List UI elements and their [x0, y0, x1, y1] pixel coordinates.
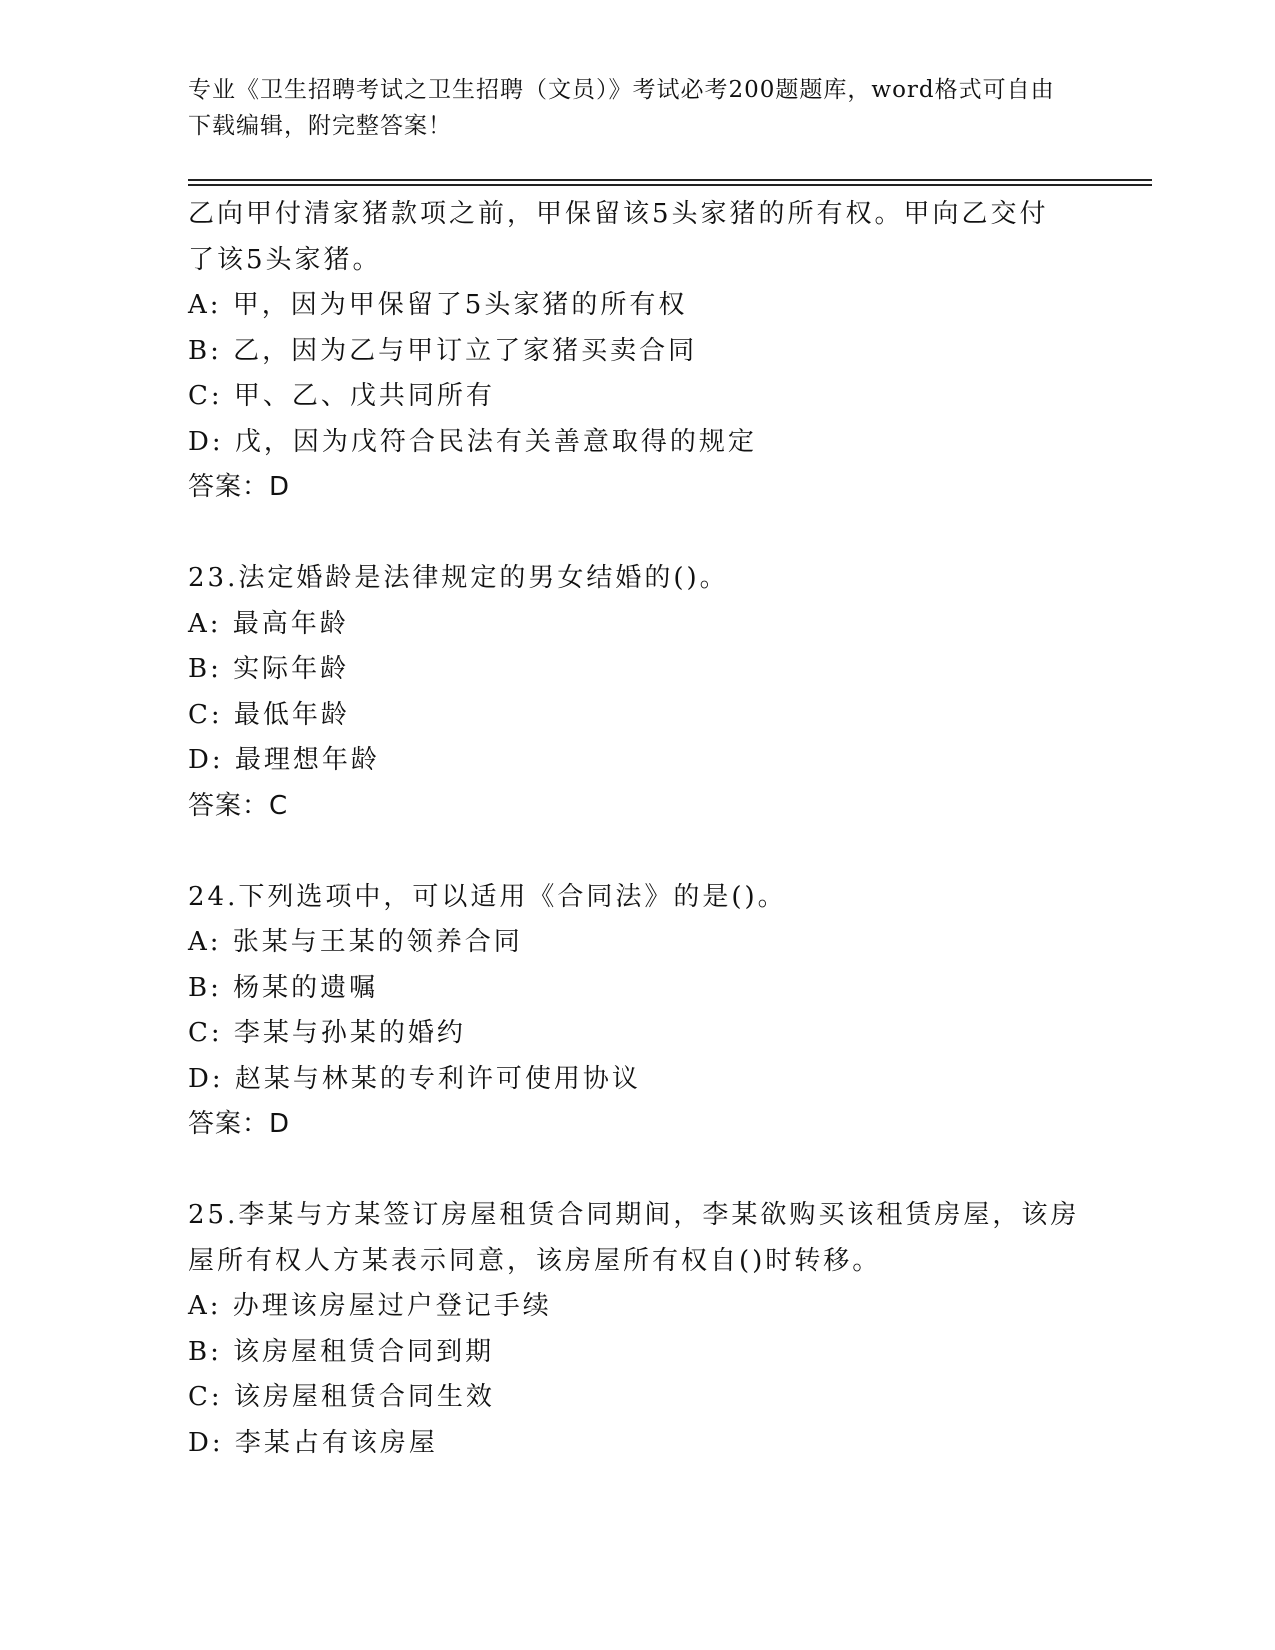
question-23 [188, 556, 1088, 829]
option-c: C: 甲、乙、戊共同所有 [188, 381, 495, 411]
option-c: C: 该房屋租赁合同生效 [188, 1382, 495, 1412]
option-c: C: 最低年龄 [188, 699, 350, 730]
spacer [188, 511, 1088, 557]
option-b: B: 该房屋租赁合同到期 [188, 1336, 495, 1367]
document-body [188, 192, 1088, 1466]
option-a: A: 张某与王某的领养合同 [188, 927, 523, 957]
question-24 [188, 875, 1088, 1148]
option-d: D: 李某占有该房屋 [188, 1427, 438, 1458]
question-text-line: 24.下列选项中，可以适用《合同法》的是()。 [188, 881, 787, 912]
spacer [188, 829, 1088, 875]
header-rule-top [188, 179, 1152, 181]
option-b: B: 实际年龄 [188, 654, 350, 684]
answer-line: 答案：C [188, 790, 289, 821]
option-d: D: 戊，因为戊符合民法有关善意取得的规定 [188, 426, 757, 457]
question-text-line: 屋所有权人方某表示同意，该房屋所有权自()时转移。 [188, 1245, 882, 1276]
header-rule-bottom [188, 184, 1152, 186]
question-text-line: 25.李某与方某签订房屋租赁合同期间，李某欲购买该租赁房屋，该房 [188, 1200, 1080, 1230]
question-22-continuation [188, 192, 1088, 511]
answer-line: 答案：D [188, 1109, 291, 1139]
spacer [188, 1148, 1088, 1194]
option-a: A: 甲，因为甲保留了5头家猪的所有权 [188, 290, 688, 320]
page-header: 专业《卫生招聘考试之卫生招聘（文员）》考试必考200题题库，word格式可自由下载编辑，附完整答案！ [188, 77, 1055, 139]
option-a: A: 最高年龄 [188, 608, 349, 639]
option-b: B: 杨某的遗嘱 [188, 972, 379, 1003]
question-text-line: 了该5头家猪。 [188, 244, 382, 275]
option-a: A: 办理该房屋过户登记手续 [188, 1291, 552, 1321]
option-d: D: 最理想年龄 [188, 745, 380, 775]
question-text-line: 23.法定婚龄是法律规定的男女结婚的()。 [188, 563, 729, 593]
option-b: B: 乙，因为乙与甲订立了家猪买卖合同 [188, 335, 698, 366]
answer-line: 答案：D [188, 472, 291, 502]
question-text-line: 乙向甲付清家猪款项之前，甲保留该5头家猪的所有权。甲向乙交付 [188, 199, 1049, 229]
option-d: D: 赵某与林某的专利许可使用协议 [188, 1063, 641, 1094]
option-c: C: 李某与孙某的婚约 [188, 1018, 466, 1048]
question-25 [188, 1193, 1088, 1466]
